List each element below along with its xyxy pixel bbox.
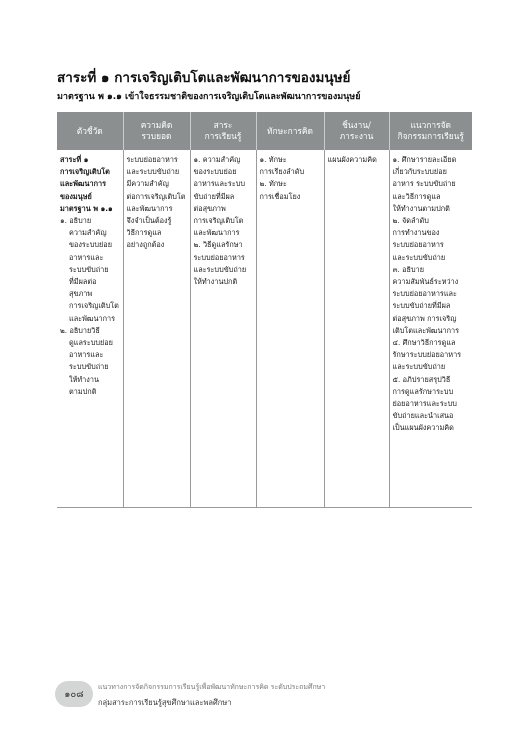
page-number-badge bbox=[55, 681, 93, 707]
header-task bbox=[324, 112, 389, 150]
header-thinking-skill bbox=[256, 112, 324, 150]
footer-book-title: แนวทางการจัดกิจกรรมการเรียนรู้เพื่อพัฒนาทักษะการคิด ระดับประถมศึกษา bbox=[98, 683, 326, 691]
cell-text-line: ๒. ทักษะ bbox=[259, 179, 287, 189]
cell-text-line: ของระบบย่อย bbox=[193, 167, 237, 177]
cell-text-line: ต่อการเจริญเติบโต bbox=[126, 191, 186, 201]
cell-text-line: ระบบขับถ่าย bbox=[69, 362, 109, 372]
table-row bbox=[57, 150, 472, 508]
cell-text-line: อาหารและ bbox=[69, 252, 104, 262]
cell-text-line: ๑. ศึกษารายละเอียด bbox=[392, 155, 457, 164]
cell-text-line: ต่อสุขภาพ การเจริญ bbox=[392, 313, 457, 323]
cell-text-line: ระบบขับถ่ายที่มีผล bbox=[392, 301, 451, 311]
cell-text-line: ความสัมพันธ์ระหว่าง bbox=[392, 277, 459, 287]
cell-text-line: และระบบขับถ่าย bbox=[392, 252, 446, 262]
cell-text-line: ๓. อธิบาย bbox=[392, 264, 424, 274]
cell-text-line: จึงจำเป็นต้องรู้ bbox=[126, 216, 172, 226]
cell-text-line: ๑. ทักษะ bbox=[259, 155, 287, 164]
cell-text-line: และพัฒนาการ bbox=[193, 228, 240, 238]
table-header-row bbox=[57, 112, 472, 150]
curriculum-table bbox=[57, 112, 472, 508]
cell-text-line: เติบโตและพัฒนาการ bbox=[392, 325, 460, 335]
cell-text-line: และระบบขับถ่าย bbox=[193, 264, 247, 274]
cell-text-line: แผนผังความคิด bbox=[327, 155, 377, 164]
cell-text-line: ๒. วิธีดูแลรักษา bbox=[193, 240, 243, 250]
cell-text-line: การทำงานของ bbox=[392, 228, 440, 238]
header-label: ตัวชี้วัด bbox=[76, 125, 103, 136]
cell-text-line: ตามปกติ bbox=[69, 386, 97, 396]
cell-text-line: สุขภาพ bbox=[69, 289, 93, 299]
cell-text-line: ระบบขับถ่าย bbox=[69, 264, 109, 274]
cell-text-line: ๒. จัดลำดับ bbox=[392, 216, 429, 226]
cell-text-line: ขับถ่ายและนำเสนอ bbox=[392, 411, 454, 421]
cell-text-line: และระบบขับถ่าย bbox=[126, 167, 180, 177]
header-label: ทักษะการคิด bbox=[267, 125, 313, 136]
cell-text-line: การเรียงลำดับ bbox=[259, 167, 305, 177]
cell-text-line: ๒. อธิบายวิธี bbox=[60, 325, 100, 335]
cell-text-line: และพัฒนาการ bbox=[126, 203, 173, 213]
cell-text-line: อย่างถูกต้อง bbox=[126, 240, 165, 250]
cell-activities bbox=[389, 150, 472, 508]
cell-text-line: มาตรฐาน พ ๑.๑ bbox=[60, 203, 113, 213]
cell-text-line: การเจริญเติบโต bbox=[69, 301, 119, 311]
cell-text-line: เกี่ยวกับระบบย่อย bbox=[392, 167, 447, 177]
header-label: สาระ bbox=[213, 120, 233, 130]
footer-subject-group: กลุ่มสาระการเรียนรู้สุขศึกษาและพลศึกษา bbox=[98, 698, 232, 707]
cell-text-line: เป็นแผนผังความคิด bbox=[392, 423, 454, 433]
cell-text-line: ของระบบย่อย bbox=[69, 240, 112, 250]
cell-text-line: ระบบย่อยอาหาร bbox=[392, 240, 444, 250]
cell-text-line: การดูแลรักษาระบบ bbox=[392, 386, 454, 396]
cell-text-line: ระบบย่อยอาหารและ bbox=[392, 289, 457, 299]
cell-text-line: มีความสำคัญ bbox=[126, 179, 169, 189]
cell-text-line: ๑. อธิบาย bbox=[60, 216, 92, 226]
cell-text-line: การเชื่อมโยง bbox=[259, 191, 301, 201]
header-label: ความคิด bbox=[140, 120, 173, 130]
cell-text-line: ๑. ความสำคัญ bbox=[193, 155, 241, 164]
cell-concept bbox=[123, 150, 190, 508]
page-number: ๑๐๘ bbox=[64, 689, 84, 700]
cell-text-line: อาหาร ระบบขับถ่าย bbox=[392, 179, 456, 189]
cell-text-line: ขับถ่ายที่มีผล bbox=[193, 191, 235, 201]
cell-text-line: ที่มีผลต่อ bbox=[69, 277, 97, 287]
header-concept bbox=[123, 112, 190, 150]
cell-text-line: การเจริญเติบโต bbox=[60, 167, 110, 177]
cell-text-line: ต่อสุขภาพ bbox=[193, 203, 226, 213]
cell-text-line: ๔. ศึกษาวิธีการดูแล bbox=[392, 338, 456, 348]
cell-text-line: และพัฒนาการ bbox=[60, 179, 107, 189]
header-label: การเรียนรู้ bbox=[204, 131, 242, 141]
cell-indicators bbox=[57, 150, 123, 508]
cell-text-line: อาหารและระบบ bbox=[193, 179, 246, 189]
cell-text-line: ดูแลระบบย่อย bbox=[69, 338, 113, 348]
cell-text-line: และวิธีการดูแล bbox=[392, 191, 441, 201]
cell-content bbox=[190, 150, 256, 508]
header-label: แนวการจัด bbox=[410, 120, 451, 130]
header-indicators bbox=[57, 112, 123, 150]
header-label: ชิ้นงาน/ bbox=[342, 120, 371, 130]
cell-text-line: ความสำคัญ bbox=[69, 228, 107, 238]
cell-task bbox=[324, 150, 389, 508]
cell-text-line: การเจริญเติบโต bbox=[193, 216, 244, 226]
cell-text-line: วิธีการดูแล bbox=[126, 228, 162, 238]
cell-text-line: อาหารและ bbox=[69, 350, 104, 360]
header-label: กิจกรรมการเรียนรู้ bbox=[397, 131, 464, 141]
cell-text-line: ให้ทำงานตามปกติ bbox=[392, 203, 450, 213]
header-label: ภาระงาน bbox=[339, 131, 374, 141]
cell-text-line: ของมนุษย์ bbox=[60, 191, 92, 201]
cell-text-line: ระบบย่อยอาหาร bbox=[193, 252, 245, 262]
cell-text-line: ให้ทำงานปกติ bbox=[193, 277, 238, 287]
header-content bbox=[190, 112, 256, 150]
cell-text-line: และระบบขับถ่าย bbox=[392, 362, 446, 372]
cell-text-line: ๕. อภิปรายสรุปวิธี bbox=[392, 374, 451, 384]
page-title: สาระที่ ๑ การเจริญเติบโตและพัฒนาการของมนุษย์ bbox=[57, 70, 351, 86]
standard-subtitle: มาตรฐาน พ ๑.๑ เข้าใจธรรมชาติของการเจริญเติบโตและพัฒนาการของมนุษย์ bbox=[57, 92, 361, 102]
cell-thinking-skill bbox=[256, 150, 324, 508]
cell-text-line: รักษาระบบย่อยอาหาร bbox=[392, 350, 462, 360]
cell-text-line: ย่อยอาหารและระบบ bbox=[392, 399, 457, 409]
cell-text-line: สาระที่ ๑ bbox=[60, 155, 89, 164]
header-activities bbox=[389, 112, 472, 150]
cell-text-line: ระบบย่อยอาหาร bbox=[126, 155, 178, 164]
header-label: รวบยอด bbox=[141, 131, 172, 141]
cell-text-line: และพัฒนาการ bbox=[69, 313, 116, 323]
cell-text-line: ให้ทำงาน bbox=[69, 374, 99, 384]
